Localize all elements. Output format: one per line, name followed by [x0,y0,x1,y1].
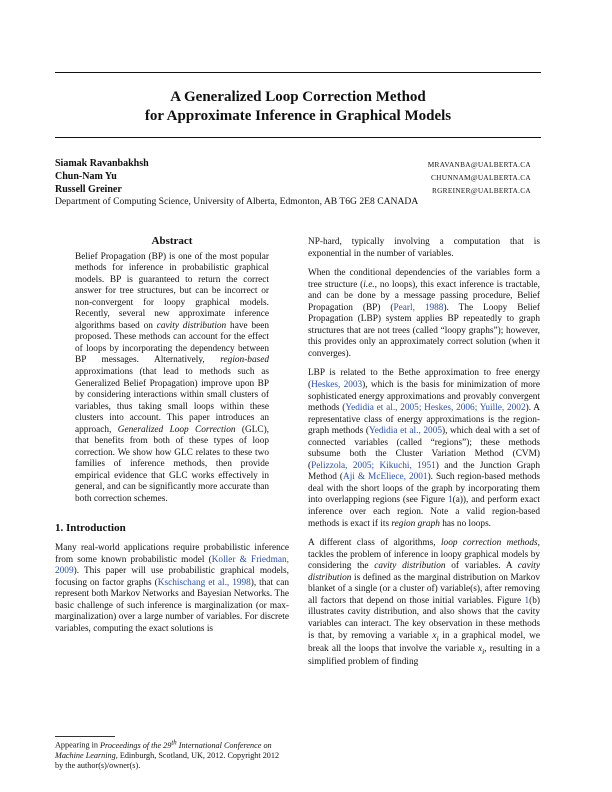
body-text: has no loops. [439,518,492,529]
citation-link[interactable]: Yedidia et al., 2005 [369,426,442,437]
body-emphasis: region graph [391,518,440,529]
author-name: Russell Greiner [55,184,122,195]
paper-title [55,88,541,126]
bottom-title-rule [55,137,541,138]
footnote-rule [55,736,115,737]
body-text: is defined as the marginal distribution on Markov blanket of a single (or a cluster of) variable(s), after removing all factors that depend on those initial variables. Figure [308,572,540,606]
body-emphasis: cavity distribution [374,561,446,572]
author-row [55,183,541,196]
body-text: ), which is the basis for minimization of more sophisticated energy approximations and provably convergent methods ( [308,380,541,414]
citation-link[interactable]: Kschischang et al., 1998 [157,577,251,588]
body-paragraph: NP-hard, typically involving a computation that is exponential in the number of variables. [308,237,540,259]
math-variable: $x_i$ [477,643,485,656]
author-email: MRAVANBA@UALBERTA.CA [427,160,531,169]
footnote [55,738,289,771]
author-block [55,157,541,196]
author-name: Siamak Ravanbakhsh [55,158,149,169]
body-paragraph: A different class of algorithms, loop correction methods, tackles the problem of inference in loopy graphical models by considering the cavity distribution of variables. A cavity distribution is defined as the marginal distribution on Markov blanket of a single (or a cluster of) variable(s), after removing all factors that depend on those initial variables. Figure 1(b) illustrates cavity distribution, and also shows that the cavity variables can interact. The key observation in these methods is that, by removing a variable $x_i$ in a graphical model, we break all the loops that involve the variable $x_i$, resulting in a simplified problem of finding [308,538,540,668]
figure-link[interactable]: 1 [447,495,453,506]
body-text: , tackles the problem of inference in loopy graphical models by considering the [308,538,540,572]
abstract-text: have been proposed. These methods can account for the effect of loops by incorporating the dependency between BP messages. Alternatively, [75,320,269,366]
title-line-1: A Generalized Loop Correction Method [170,89,426,105]
top-rule [55,72,541,73]
body-text: (b) illustrates cavity distribution, and also shows that the cavity variables can interact. The key observation in these methods is that, by removing a variable [308,595,540,641]
abstract-body [75,252,269,506]
body-text: ). Such region-based methods deal with the short loops of the graph by incorporating them into overlapping regions (see Figure [308,472,541,506]
body-text: , no loops), this exact inference is tractable, and can be done by a message passing procedure, Belief Propagation (BP) ( [308,279,540,313]
abstract-text: (GLC), that benefits from both of these types of loop correction. We show how GLC relates to these two families of inference methods, then provide empirical evidence that GLC works effectively in general, and can be significantly more accurate than both correction schemes. [75,424,269,505]
abstract-emphasis: Generalized Loop Correction [117,424,236,435]
affiliation: Department of Computing Science, University of Alberta, Edmonton, AB T6G 2E8 CANADA [55,196,419,207]
intro-text: ). This paper will use probabilistic graphical models, focusing on factor graphs ( [55,566,289,588]
abstract-heading: Abstract [151,235,193,247]
footnote-emphasis: International Conference on Machine Learning [55,740,272,760]
author-email: RGREINER@UALBERTA.CA [431,186,531,195]
abstract-text: Belief Propagation (BP) is one of the most popular methods for inference in probabilistic graphical models. BP is guaranteed to return the correct answer for tree structures, but can be incorrect or non-convergent for loopy graphical models. Recently, several new approximate inference algorithms based on [75,251,269,331]
body-text: LBP is related to the Bethe approximation to free energy ( [308,368,540,391]
math-variable: $x_i$ [432,630,439,643]
body-text: ). The Loopy Belief Propagation (LBP) system applies BP repeatedly to graph structures that are not trees (called “loopy graphs”); however, this provides only an approximately correct solution (when it converges). [308,302,540,359]
body-text: ). A representative class of energy approximations is the region-graph methods ( [308,403,540,437]
body-text: , resulting in a simplified problem of finding [308,643,540,668]
intro-text: Many real-world applications require probabilistic inference from some known probabilistic model ( [55,543,289,565]
citation-link[interactable]: Aji & McEliece, 2001 [343,472,428,483]
abstract-emphasis: cavity distribution [156,320,227,331]
author-row [55,170,541,183]
abstract-text: approximations (that lead to methods such as Generalized Belief Propagation) improve upon BP by considering interactions within small clusters of variables, thus taking small loops within these clusters into account. This paper introduces an approach, [75,367,269,435]
abstract-emphasis: region-based [220,355,269,366]
body-paragraph [308,368,540,530]
author-name: Chun-Nam Yu [55,171,117,182]
footnote-text: Appearing in [55,740,101,750]
left-column [55,236,289,644]
introduction-heading: 1. Introduction [55,521,126,534]
intro-paragraph [55,543,289,635]
body-text: When the conditional dependencies of the variables form a tree structure ( [308,268,540,290]
intro-text: ), that can represent both Markov Networks and Bayesian Networks. The basic challenge of such inference is marginalization (or max-marginalization) over a large number of variables. For discrete variables, computing the exact solutions is [55,577,289,634]
footnote-emphasis: Proceedings of the 29 [100,740,172,750]
footnote-text: , Edinburgh, Scotland, UK, 2012. Copyright 2012 by the author(s)/owner(s). [55,750,280,770]
body-text: (a)), and perform exact inference over each region. Note a valid region-based methods is exact if its [308,495,541,529]
citation-link[interactable]: Pearl, 1988 [393,302,444,313]
body-text: ), which deal with a set of connected variables (called “regions”); these methods subsume both the Cluster Variation Method (CVM) ( [308,426,541,471]
title-line-2: for Approximate Inference in Graphical Models [144,108,452,124]
body-text: ) and the Junction Graph Method ( [308,460,540,483]
body-emphasis: loop correction methods [440,538,538,549]
right-column [308,237,540,677]
body-text: of variables. A [445,561,518,572]
citation-link[interactable]: Pelizzola, 2005; Kikuchi, 1951 [311,460,436,471]
figure-link[interactable]: 1 [524,595,530,606]
body-paragraph [308,268,540,360]
author-row [55,157,541,170]
citation-link[interactable]: Heskes, 2003 [311,380,363,391]
body-emphasis: cavity distribution [308,561,540,583]
body-text: A different class of algorithms, [308,538,441,549]
citation-link[interactable]: Yedidia et al., 2005; Heskes, 2006; Yuille, 2002 [345,403,526,414]
footnote-superscript: th [171,739,177,746]
author-email: CHUNNAM@UALBERTA.CA [431,173,531,182]
citation-link[interactable]: Koller & Friedman, 2009 [55,554,289,577]
body-emphasis: i.e. [363,279,375,290]
